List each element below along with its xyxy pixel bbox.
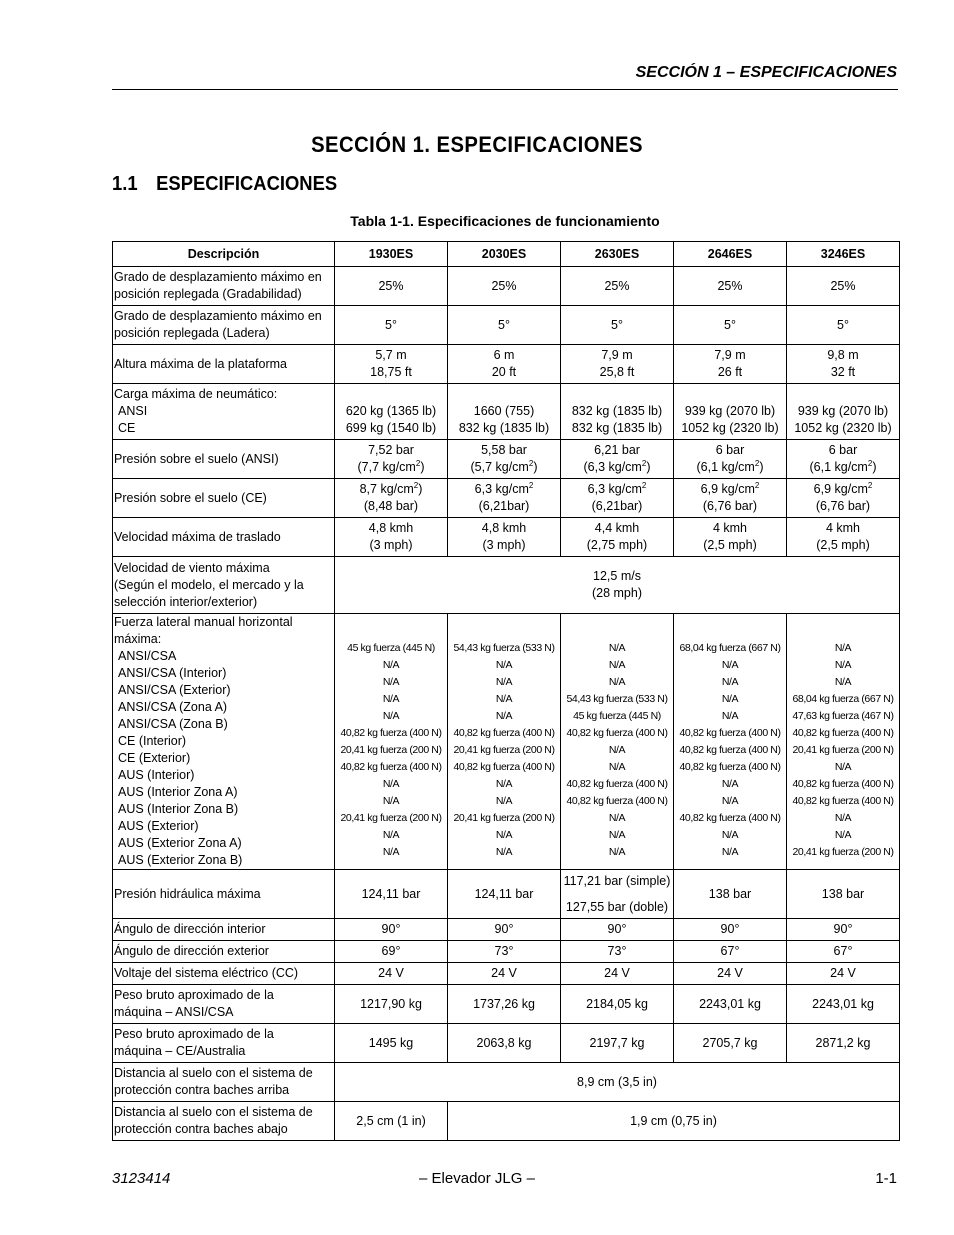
cell-value: 6,9 $kg/cm^2$ (6,76 bar) [787,479,900,518]
table-row [113,518,900,557]
row-desc: Distancia al suelo con el sistema de protección contra baches abajo [113,1102,335,1141]
cell-value: 4 kmh (2,5 mph) [674,518,787,557]
row-desc: Peso bruto aproximado de la máquina – ANSI/CSA [113,985,335,1024]
side-force-value: N/A [834,675,852,688]
side-force-value: 54,43 kg fuerza (533 N) [453,641,555,654]
footer-center: – Elevador JLG – [419,1170,535,1187]
cell-value: 25% [674,267,787,306]
cell-value: 2,5 cm (1 in) [335,1102,448,1141]
side-force-value: N/A [382,658,400,671]
side-force-value: N/A [721,828,739,841]
side-force-value: N/A [834,641,852,654]
side-force-value: N/A [382,692,400,705]
cell-value: 2063,8 kg [448,1024,561,1063]
side-force-value: N/A [721,845,739,858]
side-force-value: N/A [608,811,626,824]
footer-page-number: 1-1 [875,1170,897,1187]
row-desc: Fuerza lateral manual horizontal máxima: ANSI/CSA ANSI/CSA (Interior) ANSI/CSA (Exterior) ANSI/CSA (Zona A) ANSI/CSA (Zona B) CE (Interior) CE (Exterior) AUS (Interior) AUS (Interior Zona A) AUS (Interior Zona B) AUS (Exterior) AUS (Exterior Zona A) AUS (Exterior Zona B) [113,614,335,870]
side-force-value: 68,04 kg fuerza (667 N) [679,641,781,654]
side-force-value: 40,82 kg fuerza (400 N) [792,777,894,790]
row-desc: Distancia al suelo con el sistema de protección contra baches arriba [113,1063,335,1102]
table-caption: Tabla 1-1. Especificaciones de funcionamiento [350,213,660,229]
subsection-number: 1.1 [112,173,138,195]
cell-value: 2184,05 kg [561,985,674,1024]
side-force-value: 40,82 kg fuerza (400 N) [679,743,781,756]
side-force-value: N/A [608,828,626,841]
cell-value: 90° [787,919,900,941]
table-row [113,267,900,306]
side-force-value: 40,82 kg fuerza (400 N) [453,726,555,739]
side-force-value: N/A [382,777,400,790]
cell-value: 6,3 $kg/cm^2$ (6,21bar) [448,479,561,518]
cell-value [561,614,674,870]
row-desc: Velocidad máxima de traslado [113,518,335,557]
subsection-text: ESPECIFICACIONES [156,173,338,195]
side-force-value: 20,41 kg fuerza (200 N) [453,743,555,756]
table-row [113,440,900,479]
side-force-value: N/A [382,828,400,841]
table-row [113,614,900,870]
side-force-value: 47,63 kg fuerza (467 N) [792,709,894,722]
cell-value: 25% [448,267,561,306]
cell-value: 9,8 m 32 ft [787,345,900,384]
side-force-value: N/A [721,777,739,790]
cell-value: 90° [448,919,561,941]
cell-value: 24 V [787,963,900,985]
row-desc: Presión hidráulica máxima [113,870,335,919]
table-row [113,919,900,941]
side-force-value: 68,04 kg fuerza (667 N) [792,692,894,705]
cell-value: 4,4 kmh (2,75 mph) [561,518,674,557]
row-desc: Presión sobre el suelo (CE) [113,479,335,518]
side-force-value: N/A [834,811,852,824]
side-force-value: N/A [382,675,400,688]
cell-value: 67° [674,941,787,963]
side-force-value: 40,82 kg fuerza (400 N) [679,726,781,739]
table-row [113,1063,900,1102]
section-title: SECCIÓN 1. ESPECIFICACIONES [311,132,643,157]
side-force-value: 40,82 kg fuerza (400 N) [679,811,781,824]
col-header-2030es: 2030ES [448,242,561,267]
side-force-value: N/A [495,658,513,671]
row-desc: Presión sobre el suelo (ANSI) [113,440,335,479]
cell-value: 5° [674,306,787,345]
row-desc: Ángulo de dirección interior [113,919,335,941]
side-force-value: 40,82 kg fuerza (400 N) [679,760,781,773]
side-force-value: N/A [495,828,513,841]
table-row [113,384,900,440]
cell-value [448,614,561,870]
side-force-value: 20,41 kg fuerza (200 N) [792,845,894,858]
cell-value: 138 bar [787,870,900,919]
cell-value [674,614,787,870]
cell-value: 8,7 $kg/cm^2$) (8,48 bar) [335,479,448,518]
side-force-value: N/A [834,828,852,841]
side-force-value: 40,82 kg fuerza (400 N) [792,726,894,739]
side-force-value: N/A [721,692,739,705]
cell-value: 7,52 bar (7,7 $kg/cm^2$) [335,440,448,479]
table-row [113,557,900,614]
side-force-value: N/A [608,743,626,756]
cell-value: 12,5 m/s (28 mph) [335,557,900,614]
cell-value: 24 V [674,963,787,985]
side-force-value: N/A [721,658,739,671]
row-desc: Altura máxima de la plataforma [113,345,335,384]
cell-value: 4,8 kmh (3 mph) [335,518,448,557]
row-desc: Peso bruto aproximado de la máquina – CE/Australia [113,1024,335,1063]
side-force-value: 20,41 kg fuerza (200 N) [340,743,442,756]
row-desc: Ángulo de dirección exterior [113,941,335,963]
side-force-value: 40,82 kg fuerza (400 N) [453,760,555,773]
side-force-value: N/A [608,760,626,773]
side-force-value: 54,43 kg fuerza (533 N) [566,692,668,705]
cell-value [787,614,900,870]
cell-value: 5° [448,306,561,345]
side-force-value: 40,82 kg fuerza (400 N) [340,760,442,773]
cell-value: 7,9 m 26 ft [674,345,787,384]
table-row [113,985,900,1024]
col-header-2646es: 2646ES [674,242,787,267]
table-row [113,1102,900,1141]
cell-value: 5° [787,306,900,345]
header-rule [112,89,898,90]
cell-value: 5° [335,306,448,345]
side-force-value: 20,41 kg fuerza (200 N) [792,743,894,756]
col-header-2630es: 2630ES [561,242,674,267]
cell-value: 1217,90 kg [335,985,448,1024]
side-force-value: 40,82 kg fuerza (400 N) [792,794,894,807]
cell-value: 117,21 bar (simple) 127,55 bar (doble) [561,870,674,919]
side-force-value: N/A [834,760,852,773]
side-force-value: N/A [495,777,513,790]
row-desc: Velocidad de viento máxima (Según el modelo, el mercado y la selección interior/exterior) [113,557,335,614]
cell-value [335,614,448,870]
side-force-value: N/A [495,794,513,807]
cell-value: 939 kg (2070 lb) 1052 kg (2320 lb) [674,384,787,440]
side-force-value: 40,82 kg fuerza (400 N) [566,726,668,739]
cell-value: 6 m 20 ft [448,345,561,384]
running-header: SECCIÓN 1 – ESPECIFICACIONES [635,64,897,81]
side-force-value: 45 kg fuerza (445 N) [347,641,435,654]
cell-value: 90° [674,919,787,941]
table-row [113,870,900,919]
side-force-value: 20,41 kg fuerza (200 N) [453,811,555,824]
side-force-value: N/A [608,845,626,858]
cell-value: 2197,7 kg [561,1024,674,1063]
side-force-value: N/A [608,675,626,688]
cell-value: 5,7 m 18,75 ft [335,345,448,384]
subsection-title [112,173,337,196]
cell-value: 620 kg (1365 lb) 699 kg (1540 lb) [335,384,448,440]
side-force-value: N/A [495,845,513,858]
cell-value: 67° [787,941,900,963]
side-force-value: 40,82 kg fuerza (400 N) [340,726,442,739]
cell-value: 832 kg (1835 lb) 832 kg (1835 lb) [561,384,674,440]
row-desc: Carga máxima de neumático: ANSI CE [113,384,335,440]
row-desc: Voltaje del sistema eléctrico (CC) [113,963,335,985]
side-force-value: N/A [495,692,513,705]
cell-value: 24 V [448,963,561,985]
cell-value: 1495 kg [335,1024,448,1063]
cell-value: 124,11 bar [335,870,448,919]
side-force-value: N/A [721,675,739,688]
table-row [113,963,900,985]
side-force-value: N/A [382,709,400,722]
cell-value: 1,9 cm (0,75 in) [448,1102,900,1141]
side-force-value: N/A [382,794,400,807]
table-row [113,345,900,384]
side-force-value: N/A [495,709,513,722]
cell-value: 73° [448,941,561,963]
side-force-value: N/A [721,709,739,722]
spec-table [112,241,900,1141]
table-row [113,306,900,345]
side-force-value: N/A [608,641,626,654]
cell-value: 6,9 $kg/cm^2$ (6,76 bar) [674,479,787,518]
cell-value: 138 bar [674,870,787,919]
side-force-value: N/A [834,658,852,671]
cell-value: 25% [787,267,900,306]
cell-value: 6,21 bar (6,3 $kg/cm^2$) [561,440,674,479]
side-force-value: 40,82 kg fuerza (400 N) [566,777,668,790]
side-force-value: N/A [382,845,400,858]
side-force-value: 45 kg fuerza (445 N) [573,709,661,722]
cell-value: 25% [561,267,674,306]
cell-value: 69° [335,941,448,963]
table-row [113,1024,900,1063]
col-header-1930es: 1930ES [335,242,448,267]
side-force-value: N/A [608,658,626,671]
col-header-3246es: 3246ES [787,242,900,267]
cell-value: 939 kg (2070 lb) 1052 kg (2320 lb) [787,384,900,440]
col-header-description: Descripción [113,242,335,267]
side-force-value: N/A [495,675,513,688]
cell-value: 124,11 bar [448,870,561,919]
cell-value: 24 V [335,963,448,985]
cell-value: 2705,7 kg [674,1024,787,1063]
cell-value: 4,8 kmh (3 mph) [448,518,561,557]
cell-value: 5,58 bar (5,7 $kg/cm^2$) [448,440,561,479]
side-force-value: 20,41 kg fuerza (200 N) [340,811,442,824]
cell-value: 1737,26 kg [448,985,561,1024]
cell-value: 7,9 m 25,8 ft [561,345,674,384]
cell-value: 90° [561,919,674,941]
cell-value: 2243,01 kg [674,985,787,1024]
cell-value: 6 bar (6,1 $kg/cm^2$) [787,440,900,479]
side-force-value: 40,82 kg fuerza (400 N) [566,794,668,807]
cell-value: 4 kmh (2,5 mph) [787,518,900,557]
row-desc: Grado de desplazamiento máximo en posición replegada (Gradabilidad) [113,267,335,306]
cell-value: 8,9 cm (3,5 in) [335,1063,900,1102]
side-force-value: N/A [721,794,739,807]
row-desc: Grado de desplazamiento máximo en posición replegada (Ladera) [113,306,335,345]
cell-value: 2243,01 kg [787,985,900,1024]
cell-value: 1660 (755) 832 kg (1835 lb) [448,384,561,440]
cell-value: 6 bar (6,1 $kg/cm^2$) [674,440,787,479]
cell-value: 24 V [561,963,674,985]
cell-value: 90° [335,919,448,941]
cell-value: 2871,2 kg [787,1024,900,1063]
table-row [113,941,900,963]
cell-value: 73° [561,941,674,963]
table-row [113,479,900,518]
footer-doc-number: 3123414 [112,1170,171,1187]
cell-value: 5° [561,306,674,345]
table-header-row [113,242,900,267]
cell-value: 25% [335,267,448,306]
cell-value: 6,3 $kg/cm^2$ (6,21bar) [561,479,674,518]
